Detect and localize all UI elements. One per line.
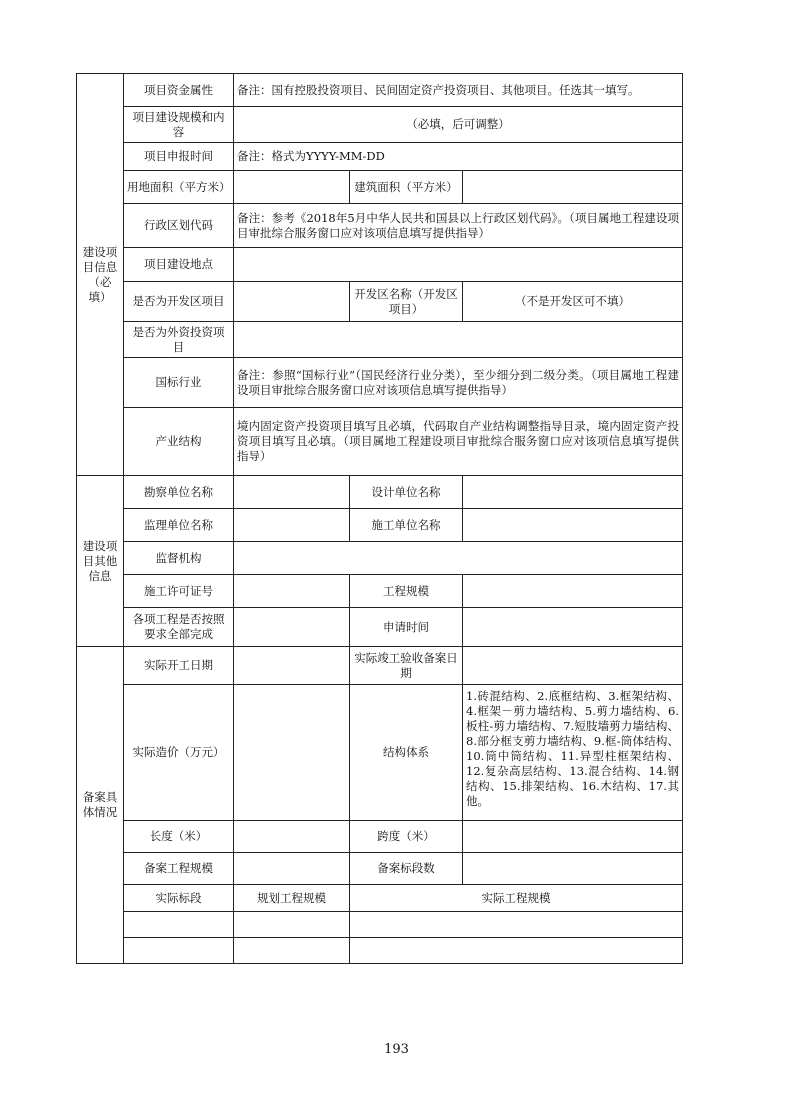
apply-time-label: 项目申报时间	[124, 143, 234, 171]
actual-scale-label: 实际工程规模	[350, 885, 683, 912]
apply-time2-label: 申请时间	[350, 608, 463, 647]
survey-field[interactable]	[234, 476, 350, 509]
industry-label: 国标行业	[124, 358, 234, 408]
group-other-info: 建设项目其他信息	[77, 476, 124, 647]
scale-label: 项目建设规模和内容	[124, 107, 234, 143]
completed-label: 各项工程是否按照要求全部完成	[124, 608, 234, 647]
section-row-1-planned[interactable]	[234, 912, 350, 938]
filing-form-table	[76, 73, 683, 964]
structure-note[interactable]: 境内固定资产投资项目填写且必填，代码取自产业结构调整指导目录，境内固定资产投资项目填写且必填。（项目属地工程建设项目审批综合服务窗口应对该项信息填写提供指导）	[234, 408, 683, 476]
region-code-note[interactable]: 备注：参考《2018年5月中华人民共和国县以上行政区划代码》。（项目属地工程建设项目审批综合服务窗口应对该项信息填写提供指导）	[234, 204, 683, 248]
finish-date-label: 实际竣工验收备案日期	[350, 647, 463, 685]
group-construction-info: 建设项目信息（必填）	[77, 74, 124, 476]
supervise-field[interactable]	[234, 509, 350, 542]
group-filing-details: 备案具体情况	[77, 647, 124, 964]
land-area-label: 用地面积（平方米）	[124, 171, 234, 204]
section-row-1-actual[interactable]	[350, 912, 683, 938]
cost-field[interactable]	[234, 685, 350, 821]
struct-sys-label: 结构体系	[350, 685, 463, 821]
dev-zone-name-note[interactable]: （不是开发区可不填）	[463, 282, 683, 322]
design-label: 设计单位名称	[350, 476, 463, 509]
eng-scale-label: 工程规模	[350, 575, 463, 608]
structure-label: 产业结构	[124, 408, 234, 476]
dev-zone-label: 是否为开发区项目	[124, 282, 234, 322]
record-scale-label: 备案工程规模	[124, 853, 234, 885]
record-sections-label: 备案标段数	[350, 853, 463, 885]
span-field[interactable]	[463, 821, 683, 853]
page-number: 193	[384, 1042, 409, 1057]
section-row-2-section[interactable]	[124, 938, 234, 964]
industry-note[interactable]: 备注：参照“国标行业”（国民经济行业分类），至少细分到二级分类。（项目属地工程建设项目审批综合服务窗口应对该项信息填写提供指导）	[234, 358, 683, 408]
scale-note[interactable]: （必填，后可调整）	[234, 107, 683, 143]
apply-time-note[interactable]: 备注：格式为YYYY-MM-DD	[234, 143, 683, 171]
fund-attr-label: 项目资金属性	[124, 74, 234, 107]
record-scale-field[interactable]	[234, 853, 350, 885]
start-date-label: 实际开工日期	[124, 647, 234, 685]
section-row-1-section[interactable]	[124, 912, 234, 938]
permit-field[interactable]	[234, 575, 350, 608]
foreign-field[interactable]	[234, 322, 683, 358]
build-area-field[interactable]	[463, 171, 683, 204]
eng-scale-field[interactable]	[463, 575, 683, 608]
build-area-label: 建筑面积（平方米）	[350, 171, 463, 204]
apply-time2-field[interactable]	[463, 608, 683, 647]
construct-field[interactable]	[463, 509, 683, 542]
section-row-2-planned[interactable]	[234, 938, 350, 964]
region-code-label: 行政区划代码	[124, 204, 234, 248]
record-sections-field[interactable]	[463, 853, 683, 885]
survey-label: 勘察单位名称	[124, 476, 234, 509]
span-label: 跨度（米）	[350, 821, 463, 853]
supervise-label: 监理单位名称	[124, 509, 234, 542]
fund-attr-note[interactable]: 备注：国有控股投资项目、民间固定资产投资项目、其他项目。任选其一填写。	[234, 74, 683, 107]
dev-zone-name-label: 开发区名称（开发区项目）	[350, 282, 463, 322]
struct-sys-note[interactable]: 1.砖混结构、2.底框结构、3.框架结构、4.框架－剪力墙结构、5.剪力墙结构、6.板柱-剪力墙结构、7.短肢墙剪力墙结构、8.部分框支剪力墙结构、9.框-筒体结构、10.筒中筒结构、11.异型柱框架结构、12.复杂高层结构、13.混合结构、14.钢结构、15.排架结构、16.木结构、17.其他。	[463, 685, 683, 821]
length-field[interactable]	[234, 821, 350, 853]
permit-label: 施工许可证号	[124, 575, 234, 608]
actual-section-label: 实际标段	[124, 885, 234, 912]
section-row-2-actual[interactable]	[350, 938, 683, 964]
land-area-field[interactable]	[234, 171, 350, 204]
construct-label: 施工单位名称	[350, 509, 463, 542]
location-label: 项目建设地点	[124, 248, 234, 282]
dev-zone-field[interactable]	[234, 282, 350, 322]
agency-field[interactable]	[234, 542, 683, 575]
cost-label: 实际造价（万元）	[124, 685, 234, 821]
start-date-field[interactable]	[234, 647, 350, 685]
planned-scale-label: 规划工程规模	[234, 885, 350, 912]
design-field[interactable]	[463, 476, 683, 509]
agency-label: 监督机构	[124, 542, 234, 575]
completed-field[interactable]	[234, 608, 350, 647]
length-label: 长度（米）	[124, 821, 234, 853]
foreign-label: 是否为外资投资项目	[124, 322, 234, 358]
location-field[interactable]	[234, 248, 683, 282]
finish-date-field[interactable]	[463, 647, 683, 685]
